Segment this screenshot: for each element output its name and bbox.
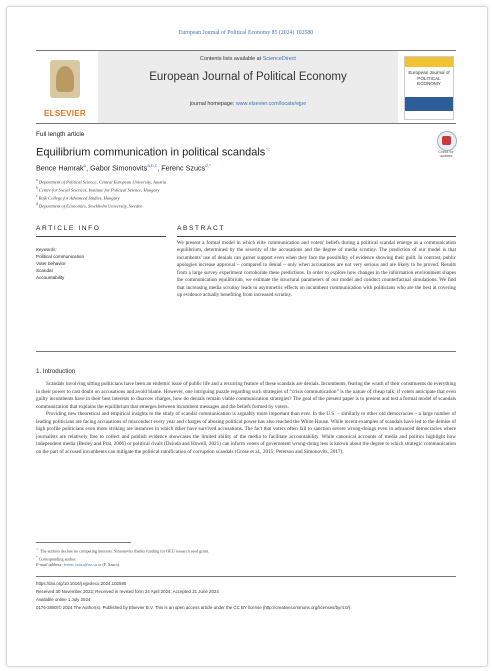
email-name: (F. Szucs). — [102, 562, 121, 567]
check-updates-label: Check for updates — [438, 150, 454, 158]
masthead-center — [98, 51, 398, 123]
homepage-prefix: journal homepage: — [189, 101, 236, 107]
affiliation-mark: c — [36, 194, 38, 198]
elsevier-tree-icon — [50, 60, 80, 98]
introduction-heading: 1. Introduction — [36, 368, 76, 375]
affiliation — [36, 178, 166, 185]
author-name[interactable]: Bence Hamrak — [36, 163, 84, 173]
affiliation-mark: a — [36, 178, 38, 182]
sciencedirect-link[interactable]: ScienceDirect — [262, 56, 296, 62]
author-name[interactable]: Ferenc Szucs — [161, 163, 206, 173]
affiliation-text: Rajk College for Advanced Studies, Hungary — [38, 195, 120, 201]
author-name[interactable]: Gabor Simonovits — [90, 163, 148, 173]
affiliation — [36, 186, 159, 193]
keywords-label: Keywords: — [36, 247, 57, 252]
author-list — [36, 163, 211, 172]
cover-top-band — [405, 57, 453, 67]
author-affil-mark[interactable]: a — [83, 163, 87, 168]
check-for-updates-badge[interactable] — [434, 131, 458, 158]
footnote-text: The authors declare no competing interests. Simonovits thanks funding for OEU research seed grant. — [39, 548, 209, 554]
affiliation-mark: b — [36, 186, 38, 190]
available-online: Available online 1 July 2024 — [36, 597, 91, 602]
pubinfo-rule — [36, 576, 456, 577]
elsevier-wordmark: ELSEVIER — [44, 109, 86, 118]
title-footnote-mark[interactable]: ☆ — [265, 147, 271, 153]
footnote-text: Corresponding author. — [38, 556, 77, 562]
article-info-rule — [36, 236, 166, 237]
paragraph: Providing new theoretical and empirical insights to the study of scandal communication is arguably more important than ever. In the U.S. – similarly to other old democracies – a large number of leading politicians are facing accusations of misconduct every year and charges of abusing political power has also reached the White House. While recent examples of scandals have led to the demise of high profile politicians even more striking are instances in which other have survived accusations. The fact that voters often fail to sanction severe wrong-doings even in advanced democracies where journalists are relatively free to collect and publish evidence showcases the limited ability of the media to facilitate accountability. While canonical accounts of media and politics highlight how independent media (Besley and Prat, 2006) or political rivals (Dziuda and Howell, 2021) can inform voters of government wrong-doing less is known about the degree to which strategic communication on the part of accused incumbents can mitigate the political ramification of corruption scandals (Grose et al., 2015; Peterson and Simonovits, 2017). — [36, 411, 456, 455]
received-dates: Received 30 November 2023; Received in revised form 24 April 2024; Accepted 21 June 2024 — [36, 589, 219, 594]
email-link[interactable]: ferenc.szucs@ne.su.se — [63, 562, 102, 567]
abstract-heading: ABSTRACT — [177, 225, 225, 232]
journal-title: European Journal of Political Economy — [149, 71, 347, 83]
contents-line — [98, 56, 398, 62]
paragraph: Scandals involving sitting politicians have been an endemic issue of public life and a recurring feature of these scandals are denials. Incumbents, fearing the wrath of their constituents do everything in their power to cast doubt on accusations and avoid blame. However, one intriguing puzzle regarding such strategies of “crisis communication” is the nature of cheap talk: if voters anticipate that even guilty incumbents have in their best interests to disavow charges, how do denials remain viable communication strategies? The goal of the present paper is to present and test a formal model of scandals communication that explains the equilibrium that emerges between incumbent messages and the beliefs formed by voters. — [36, 381, 456, 410]
abstract-rule — [177, 236, 456, 237]
footnote-mark: * — [36, 555, 38, 559]
article-info-heading: ARTICLE INFO — [36, 225, 101, 232]
homepage-line — [98, 101, 398, 107]
author-affil-mark[interactable]: a,b,c — [147, 163, 158, 168]
abstract-bottom-rule — [36, 351, 456, 352]
author-affil-mark[interactable]: d,* — [205, 163, 211, 168]
elsevier-logo[interactable] — [36, 54, 94, 120]
keyword[interactable]: Political communication — [36, 254, 84, 259]
article-title — [36, 146, 271, 159]
article-type: Full length article — [36, 131, 85, 138]
contents-prefix: Contents lists available at — [200, 56, 263, 62]
email-line — [36, 562, 120, 567]
cover-bottom-band — [405, 97, 453, 111]
abstract-text: We present a formal model in which elite communication and voters' beliefs during a political scandal emerge as a communication equilibrium, determined by the severity of the accusations and the degree of media scrutiny. The prediction of our model is that incumbents' use of denials can garner support even when they face the possibility of evidence showing their guilt. In contrast, public apologies increase approval – compared to denial – only when accusations are not very serious and are likely to be proved. Results from a large survey experiment corroborate these predictions. In order to explore how changes in the information environment shapes the communication equilibrium, we estimate the structural parameters of our model and conduct counterfactual simulations. We find that increasing media scrutiny leads to asymmetric effects on incumbent communication with politicians who are the best at covering up evidence actually benefiting from increased scrutiny. — [177, 240, 456, 298]
footnote-mark: ☆ — [36, 547, 39, 551]
affiliation-text: Department of Political Science, Central European University, Austria — [38, 179, 167, 185]
footnote — [36, 555, 76, 561]
footnote — [36, 547, 209, 553]
journal-homepage-link[interactable]: www.elsevier.com/locate/ejpe — [235, 101, 307, 107]
doi-link[interactable]: https://doi.org/10.1016/j.ejpoleco.2024.102580 — [36, 581, 127, 586]
email-label: E-mail address: — [36, 562, 63, 567]
introduction-body — [36, 381, 456, 456]
license-statement: 0176-2680/© 2024 The Author(s). Published by Elsevier B.V. This is an open access article under the CC BY license (http://creativecommons.org/licenses/by/4.0/). — [36, 605, 352, 610]
affiliation-text: Department of Economics, Stockholm University, Sweden — [38, 203, 143, 209]
keyword[interactable]: Voter behavior — [36, 261, 66, 266]
footnote-rule — [36, 542, 131, 543]
journal-cover-thumbnail[interactable] — [404, 56, 454, 120]
keyword[interactable]: Accountability — [36, 275, 65, 280]
affiliation — [36, 194, 120, 201]
keyword[interactable]: Scandal — [36, 268, 53, 273]
affiliation-text: Centre for Social Sciences, Institute for Political Science, Hungary — [38, 187, 160, 193]
title-text: Equilibrium communication in political scandals — [36, 146, 266, 159]
check-updates-icon — [437, 131, 457, 151]
author-separator: , — [157, 163, 162, 173]
affiliation-mark: d — [36, 202, 38, 206]
journal-masthead — [36, 50, 456, 124]
cover-title: European Journal of POLITICAL ECONOMY — [408, 70, 450, 86]
affiliation — [36, 202, 143, 209]
author-separator: , — [86, 163, 91, 173]
journal-reference[interactable]: European Journal of Political Economy 85 (2024) 102580 — [178, 30, 314, 36]
